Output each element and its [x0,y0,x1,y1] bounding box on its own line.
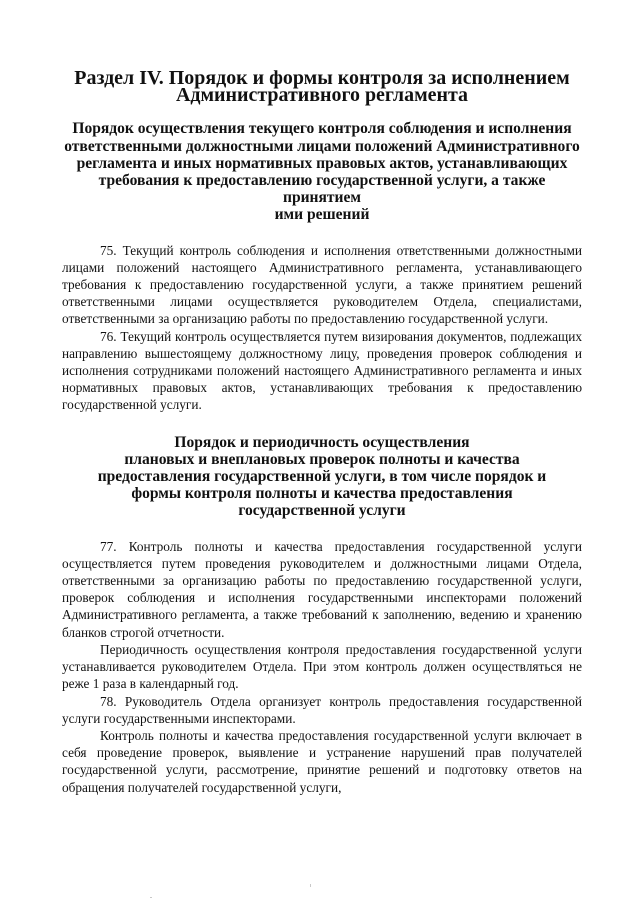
subheading-line: Порядок и периодичность осуществления [174,433,470,451]
subheading-line: Порядок осуществления текущего контроля соблюдения и исполнения [72,120,572,138]
paragraph-76: 76. Текущий контроль осуществляется путем визирования документов, подлежащих направлению вышестоящему должностному лицу, проведения проверок соблюдения и исполнения сотрудниками положений настоящего Административного регламента и иных нормативных правовых актов, устанавливающих требования к предоставлению государственной услуги. [62,328,582,413]
paragraph-periodicity: Периодичность осуществления контроля предоставления государственной услуги устанавливается руководителем Отдела. При этом контроль должен осуществляться не реже 1 раза в календарный год. [62,641,582,692]
section-heading-line: Административного регламента [175,84,469,107]
scan-speck [310,884,311,887]
subheading-current-control [62,120,582,223]
section-heading-line: Раздел IV. Порядок и формы контроля за исполнением [74,67,570,89]
paragraph-78: 78. Руководитель Отдела организует контроль предоставления государственной услуги государственными инспекторами. [62,693,582,726]
document-page [62,67,582,796]
subheading-line: предоставления государственной услуги, в том числе порядок и [97,468,547,486]
subheading-line: ответственными должностными лицами положений Административного [64,137,580,155]
paragraph-control-scope: Контроль полноты и качества предоставления государственной услуги включает в себя проведение проверок, выявление и устранение нарушений прав получателей государственной услуги, рассмотрение, принятие решений и подготовку ответов на обращения получателей государственной услуги, [62,727,582,795]
paragraph-75: 75. Текущий контроль соблюдения и исполнения ответственными должностными лицами положений настоящего Административного регламента, устанавливающего требования к предоставлению государственной услуги, а также принятием решений ответственными лицами осуществляется руководителем Отдела, специалистами, ответственными за организацию работы по предоставлению государственной услуги. [62,242,582,327]
subheading-line: плановых и внеплановых проверок полноты и качества [124,450,520,468]
section-heading [62,67,582,107]
subheading-line: требования к предоставлению государственной услуги, а также принятием [98,172,546,207]
scan-speck [150,897,152,898]
subheading-inspections [62,434,582,520]
subheading-line: регламента и иных нормативных правовых актов, устанавливающих [76,154,568,172]
subheading-line: государственной услуги [238,502,406,520]
paragraph-77: 77. Контроль полноты и качества предоставления государственной услуги осуществляется путем проведения руководителем и должностными лицами Отдела, ответственными за организацию работы по предоставлению государственной услуги, проверок соблюдения и исполнения государственными инспекторами положений Административного регламента, а также требований к заполнению, ведению и хранению бланков строгой отчетности. [62,538,582,640]
subheading-line: ими решений [274,206,370,224]
subheading-line: формы контроля полноты и качества предоставления [131,485,513,503]
